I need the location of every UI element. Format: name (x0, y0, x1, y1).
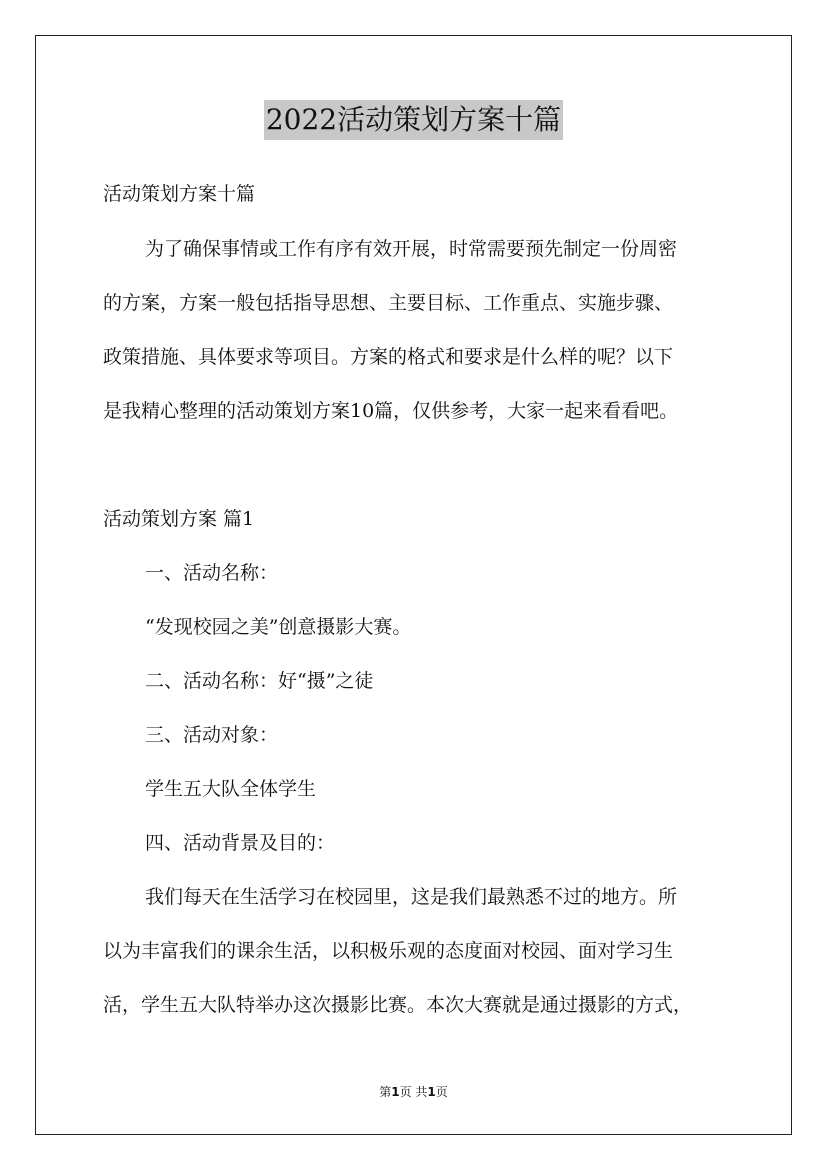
page-footer (0, 1084, 827, 1100)
item-line-3: 二、活动名称：好“摄”之徒 (145, 670, 374, 692)
body-line-3: 活，学生五大队特举办这次摄影比赛。本次大赛就是通过摄影的方式， (103, 994, 693, 1016)
document-subtitle: 活动策划方案十篇 (103, 183, 256, 205)
section-heading: 活动策划方案 篇1 (103, 508, 255, 530)
document-title: 2022活动策划方案十篇 (264, 100, 563, 140)
item-line-5: 学生五大队全体学生 (145, 778, 317, 800)
body-line-2: 以为丰富我们的课余生活，以积极乐观的态度面对校园、面对学习生 (103, 940, 674, 962)
item-line-6: 四、活动背景及目的： (145, 832, 336, 854)
intro-line-4: 是我精心整理的活动策划方案10篇，仅供参考，大家一起来看看吧。 (103, 400, 679, 422)
intro-line-3: 政策措施、具体要求等项目。方案的格式和要求是什么样的呢？以下 (103, 346, 674, 368)
footer-mid: 页 共 (399, 1085, 428, 1099)
footer-page-total: 1 (427, 1085, 436, 1099)
item-line-4: 三、活动对象： (145, 724, 279, 746)
item-line-2: “发现校园之美”创意摄影大赛。 (145, 616, 412, 638)
footer-page-current: 1 (391, 1085, 400, 1099)
title-container (0, 100, 827, 140)
body-line-1: 我们每天在生活学习在校园里，这是我们最熟悉不过的地方。所 (145, 886, 678, 908)
footer-prefix: 第 (379, 1085, 392, 1099)
item-line-1: 一、活动名称： (145, 562, 279, 584)
intro-line-2: 的方案，方案一般包括指导思想、主要目标、工作重点、实施步骤、 (103, 292, 674, 314)
footer-suffix: 页 (435, 1085, 448, 1099)
intro-line-1: 为了确保事情或工作有序有效开展，时常需要预先制定一份周密 (145, 238, 678, 260)
